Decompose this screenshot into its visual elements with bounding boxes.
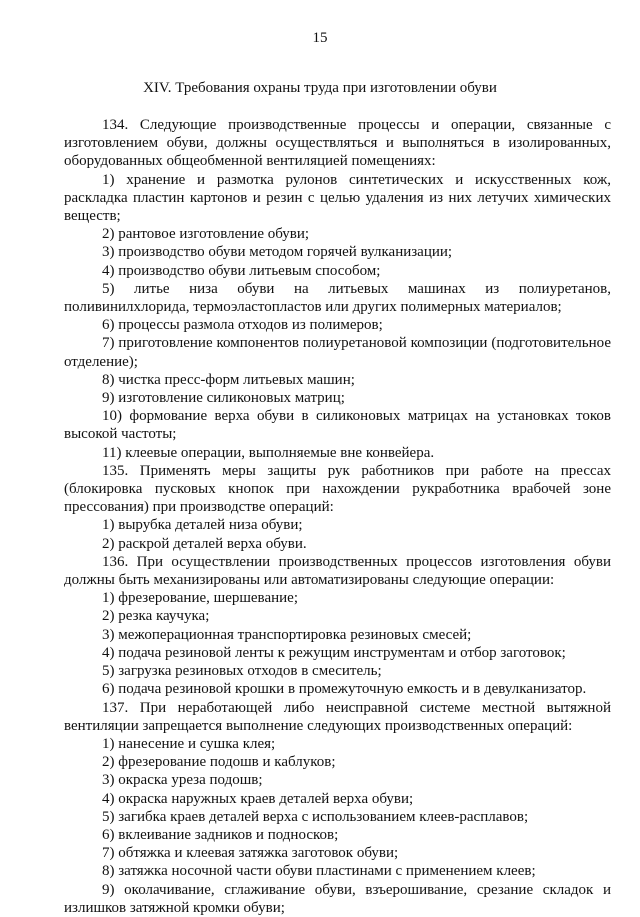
list-item-134-9: 9) изготовление силиконовых матриц; bbox=[102, 390, 345, 407]
list-item-134-8: 8) чистка пресс-форм литьевых машин; bbox=[102, 371, 355, 388]
list-item-134-10: 10) формование верха обуви в силиконовых матрицах на установках токов высокой частоты; bbox=[64, 408, 611, 443]
list-item-134-6: 6) процессы размола отходов из полимеров; bbox=[102, 317, 383, 334]
list-item-136-6: 6) подача резиновой крошки в промежуточную емкость и в девулканизатор. bbox=[102, 681, 587, 698]
list-item-134-5: 5) литье низа обуви на литьевых машинах из полиуретанов, поливинилхлорида, термоэластопластов или других полимерных материалов; bbox=[64, 280, 611, 316]
list-item-136-5: 5) загрузка резиновых отходов в смеситель; bbox=[102, 663, 382, 680]
paragraph-135: 135. Применять меры защиты рук работников при работе на прессах (блокировка пусковых кнопок при нахождении рукработника врабочей зоне прессования) при производстве операций: bbox=[64, 462, 611, 516]
list-item-137-2: 2) фрезерование подошв и каблуков; bbox=[102, 754, 336, 771]
list-item-134-2: 2) рантовое изготовление обуви; bbox=[102, 226, 310, 243]
list-item-135-1: 1) вырубка деталей низа обуви; bbox=[102, 517, 303, 534]
list-item-134-1: 1) хранение и размотка рулонов синтетических и искусственных кож, раскладка пластин картонов и резин с целью удаления из них летучих химических веществ; bbox=[64, 171, 611, 225]
list-item-134-7: 7) приготовление компонентов полиуретановой композиции (подготовительное отделение); bbox=[64, 335, 611, 370]
list-item-136-3: 3) межоперационная транспортировка резиновых смесей; bbox=[102, 626, 472, 643]
list-item-137-5: 5) загибка краев деталей верха с использованием клеев-расплавов; bbox=[102, 808, 529, 825]
section-heading: XIV. Требования охраны труда при изготовлении обуви bbox=[143, 80, 497, 96]
paragraph-136: 136. При осуществлении производственных процессов изготовления обуви должны быть механизированы или автоматизированы следующие операции: bbox=[64, 553, 611, 589]
list-item-137-8: 8) затяжка носочной части обуви пластинами с применением клеев; bbox=[102, 863, 536, 880]
list-item-137-3: 3) окраска уреза подошв; bbox=[102, 772, 263, 789]
paragraph-137: 137. При неработающей либо неисправной системе местной вытяжной вентиляции запрещается выполнение следующих производственных операций: bbox=[64, 699, 611, 734]
paragraph-134: 134. Следующие производственные процессы и операции, связанные с изготовлением обуви, должны осуществляться и выполняться в изолированных, оборудованных общеобменной вентиляцией помещениях: bbox=[64, 117, 611, 170]
list-item-137-1: 1) нанесение и сушка клея; bbox=[102, 735, 276, 752]
list-item-135-2: 2) раскрой деталей верха обуви. bbox=[102, 535, 307, 552]
list-item-136-4: 4) подача резиновой ленты к режущим инструментам и отбор заготовок; bbox=[102, 644, 566, 661]
list-item-137-6: 6) вклеивание задников и подносков; bbox=[102, 826, 339, 843]
list-item-136-1: 1) фрезерование, шершевание; bbox=[102, 590, 298, 607]
list-item-137-7: 7) обтяжка и клеевая затяжка заготовок обуви; bbox=[102, 845, 399, 862]
list-item-134-4: 4) производство обуви литьевым способом; bbox=[102, 262, 381, 279]
list-item-136-2: 2) резка каучука; bbox=[102, 608, 210, 625]
list-item-134-11: 11) клеевые операции, выполняемые вне конвейера. bbox=[102, 444, 435, 461]
list-item-137-9: 9) околачивание, сглаживание обуви, взъерошивание, срезание складок и излишков затяжной кромки обуви; bbox=[64, 881, 611, 916]
page-number: 15 bbox=[312, 30, 328, 46]
list-item-134-3: 3) производство обуви методом горячей вулканизации; bbox=[102, 244, 453, 261]
document-body bbox=[64, 116, 611, 917]
list-item-137-4: 4) окраска наружных краев деталей верха обуви; bbox=[102, 790, 414, 807]
